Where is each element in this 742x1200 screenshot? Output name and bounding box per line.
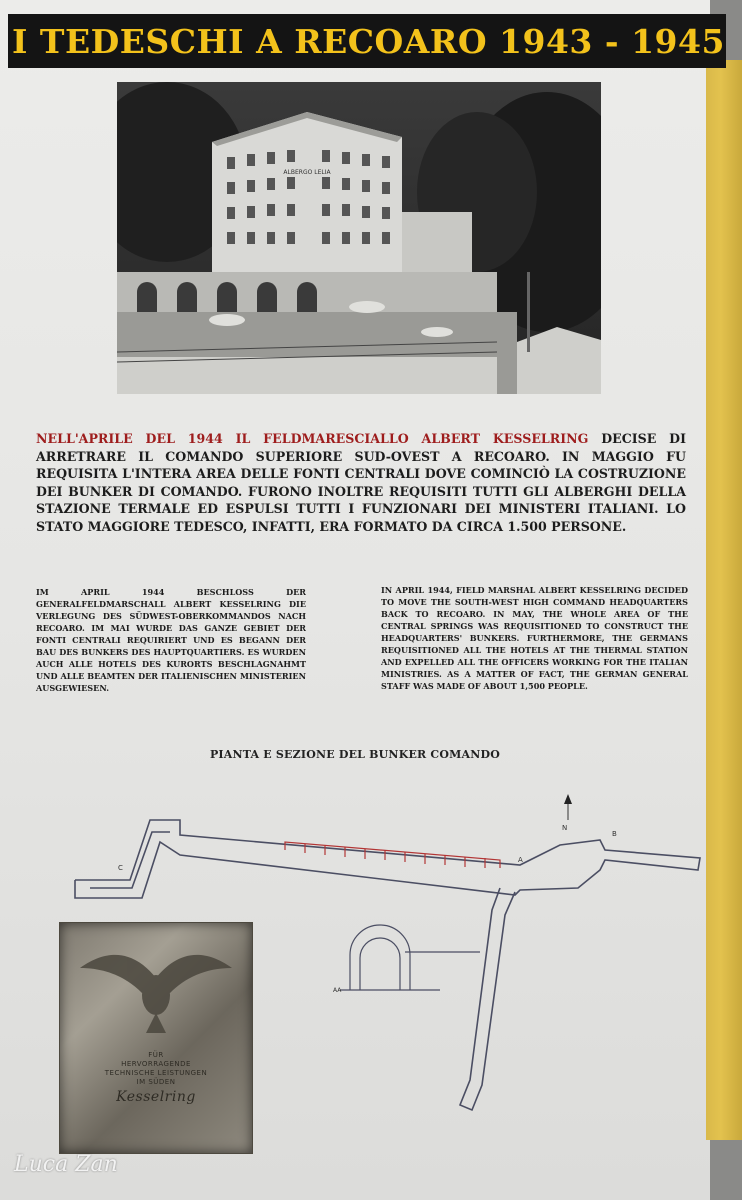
hotel-photo-illustration (117, 82, 601, 394)
plan-title: PIANTA E SEZIONE DEL BUNKER COMANDO (209, 748, 501, 761)
italian-paragraph-highlight: NELL'APRILE DEL 1944 IL FELDMARESCIALLO ALBERT KESSELRING (36, 431, 589, 446)
plaque-line: FÜR (148, 1051, 164, 1059)
bunker-rooms (285, 842, 500, 868)
italian-paragraph-body: DECISE DI ARRETRARE IL COMANDO SUPERIORE SUD-OVEST A RECOARO. IN MAGGIO FU REQUISITA L'INTERA AREA DELLE FONTI CENTRALI DOVE COMINCIÒ LA COSTRUZIONE DEI BUNKER DI COMANDO. FURONO INOLTRE REQUISITI TUTTI GLI ALBERGHI DELLA STAZIONE TERMALE ED ESPULSI TUTTI I FUNZIONARI DEI MINISTERI ITALIANI. LO STATO MAGGIORE TEDESCO, INFATTI, ERA FORMATO DA CIRCA 1.500 PERSONE. (36, 431, 686, 534)
photographer-watermark: Luca Zan (14, 1152, 118, 1177)
plaque-line: IM SÜDEN (136, 1078, 176, 1086)
title-bar (8, 14, 726, 68)
plan-label-a: A (518, 856, 523, 864)
plan-label-b: B (612, 830, 617, 838)
plaque-line: HERVORRAGENDE (121, 1060, 191, 1068)
hotel-sign-text: ALBERGO LELIA (283, 169, 331, 176)
eagle-emblem-icon (60, 923, 252, 1043)
historic-photo-hotel (117, 82, 601, 394)
bronze-plaque (59, 922, 253, 1154)
bunker-section-drawing (340, 925, 480, 990)
plan-label-aa: AA (333, 987, 342, 994)
plaque-line: TECHNISCHE LEISTUNGEN (104, 1069, 208, 1077)
plan-label-c: C (118, 864, 123, 872)
english-paragraph: IN APRIL 1944, FIELD MARSHAL ALBERT KESSELRING DECIDED TO MOVE THE SOUTH-WEST HIGH COMMAND HEADQUARTERS BACK TO RECOARO. IN MAY, THE WHOLE AREA OF THE CENTRAL SPRINGS WAS REQUISITIONED TO CONSTRUCT THE HEADQUARTERS' BUNKERS. FURTHERMORE, THE GERMANS REQUISITIONED ALL THE HOTELS AT THE THERMAL STATION AND EXPELLED ALL THE OFFICERS WORKING FOR THE ITALIAN MINISTRIES. AS A MATTER OF FACT, THE GERMAN GENERAL STAFF WAS MADE OF ABOUT 1,500 PEOPLE. (381, 585, 688, 691)
bunker-diagonal-tunnel (460, 888, 515, 1110)
plaque-signature: Kesselring (116, 1089, 196, 1105)
plaque-inscription (70, 1051, 242, 1105)
german-paragraph: IM APRIL 1944 BESCHLOSS DER GENERALFELDMARSCHALL ALBERT KESSELRING DIE VERLEGUNG DES SÜDWEST-OBERKOMMANDOS NACH RECOARO. IM MAI WURDE DAS GANZE GEBIET DER FONTI CENTRALI REQUIRIERT UND ES BEGANN DER BAU DES BUNKERS DES HAUPTQUARTIERS. ES WURDEN AUCH ALLE HOTELS DES KURORTS BESCHLAGNAHMT UND ALLE BEAMTEN DER ITALIENISCHEN MINISTERIEN AUSGEWIESEN. (36, 587, 306, 693)
north-arrow-icon (564, 794, 572, 820)
page-title: I TEDESCHI A RECOARO 1943 - 1945 (12, 21, 725, 61)
plan-label-n: N (562, 824, 568, 832)
italian-paragraph (36, 430, 686, 536)
yellow-edge-strip (706, 60, 742, 1140)
